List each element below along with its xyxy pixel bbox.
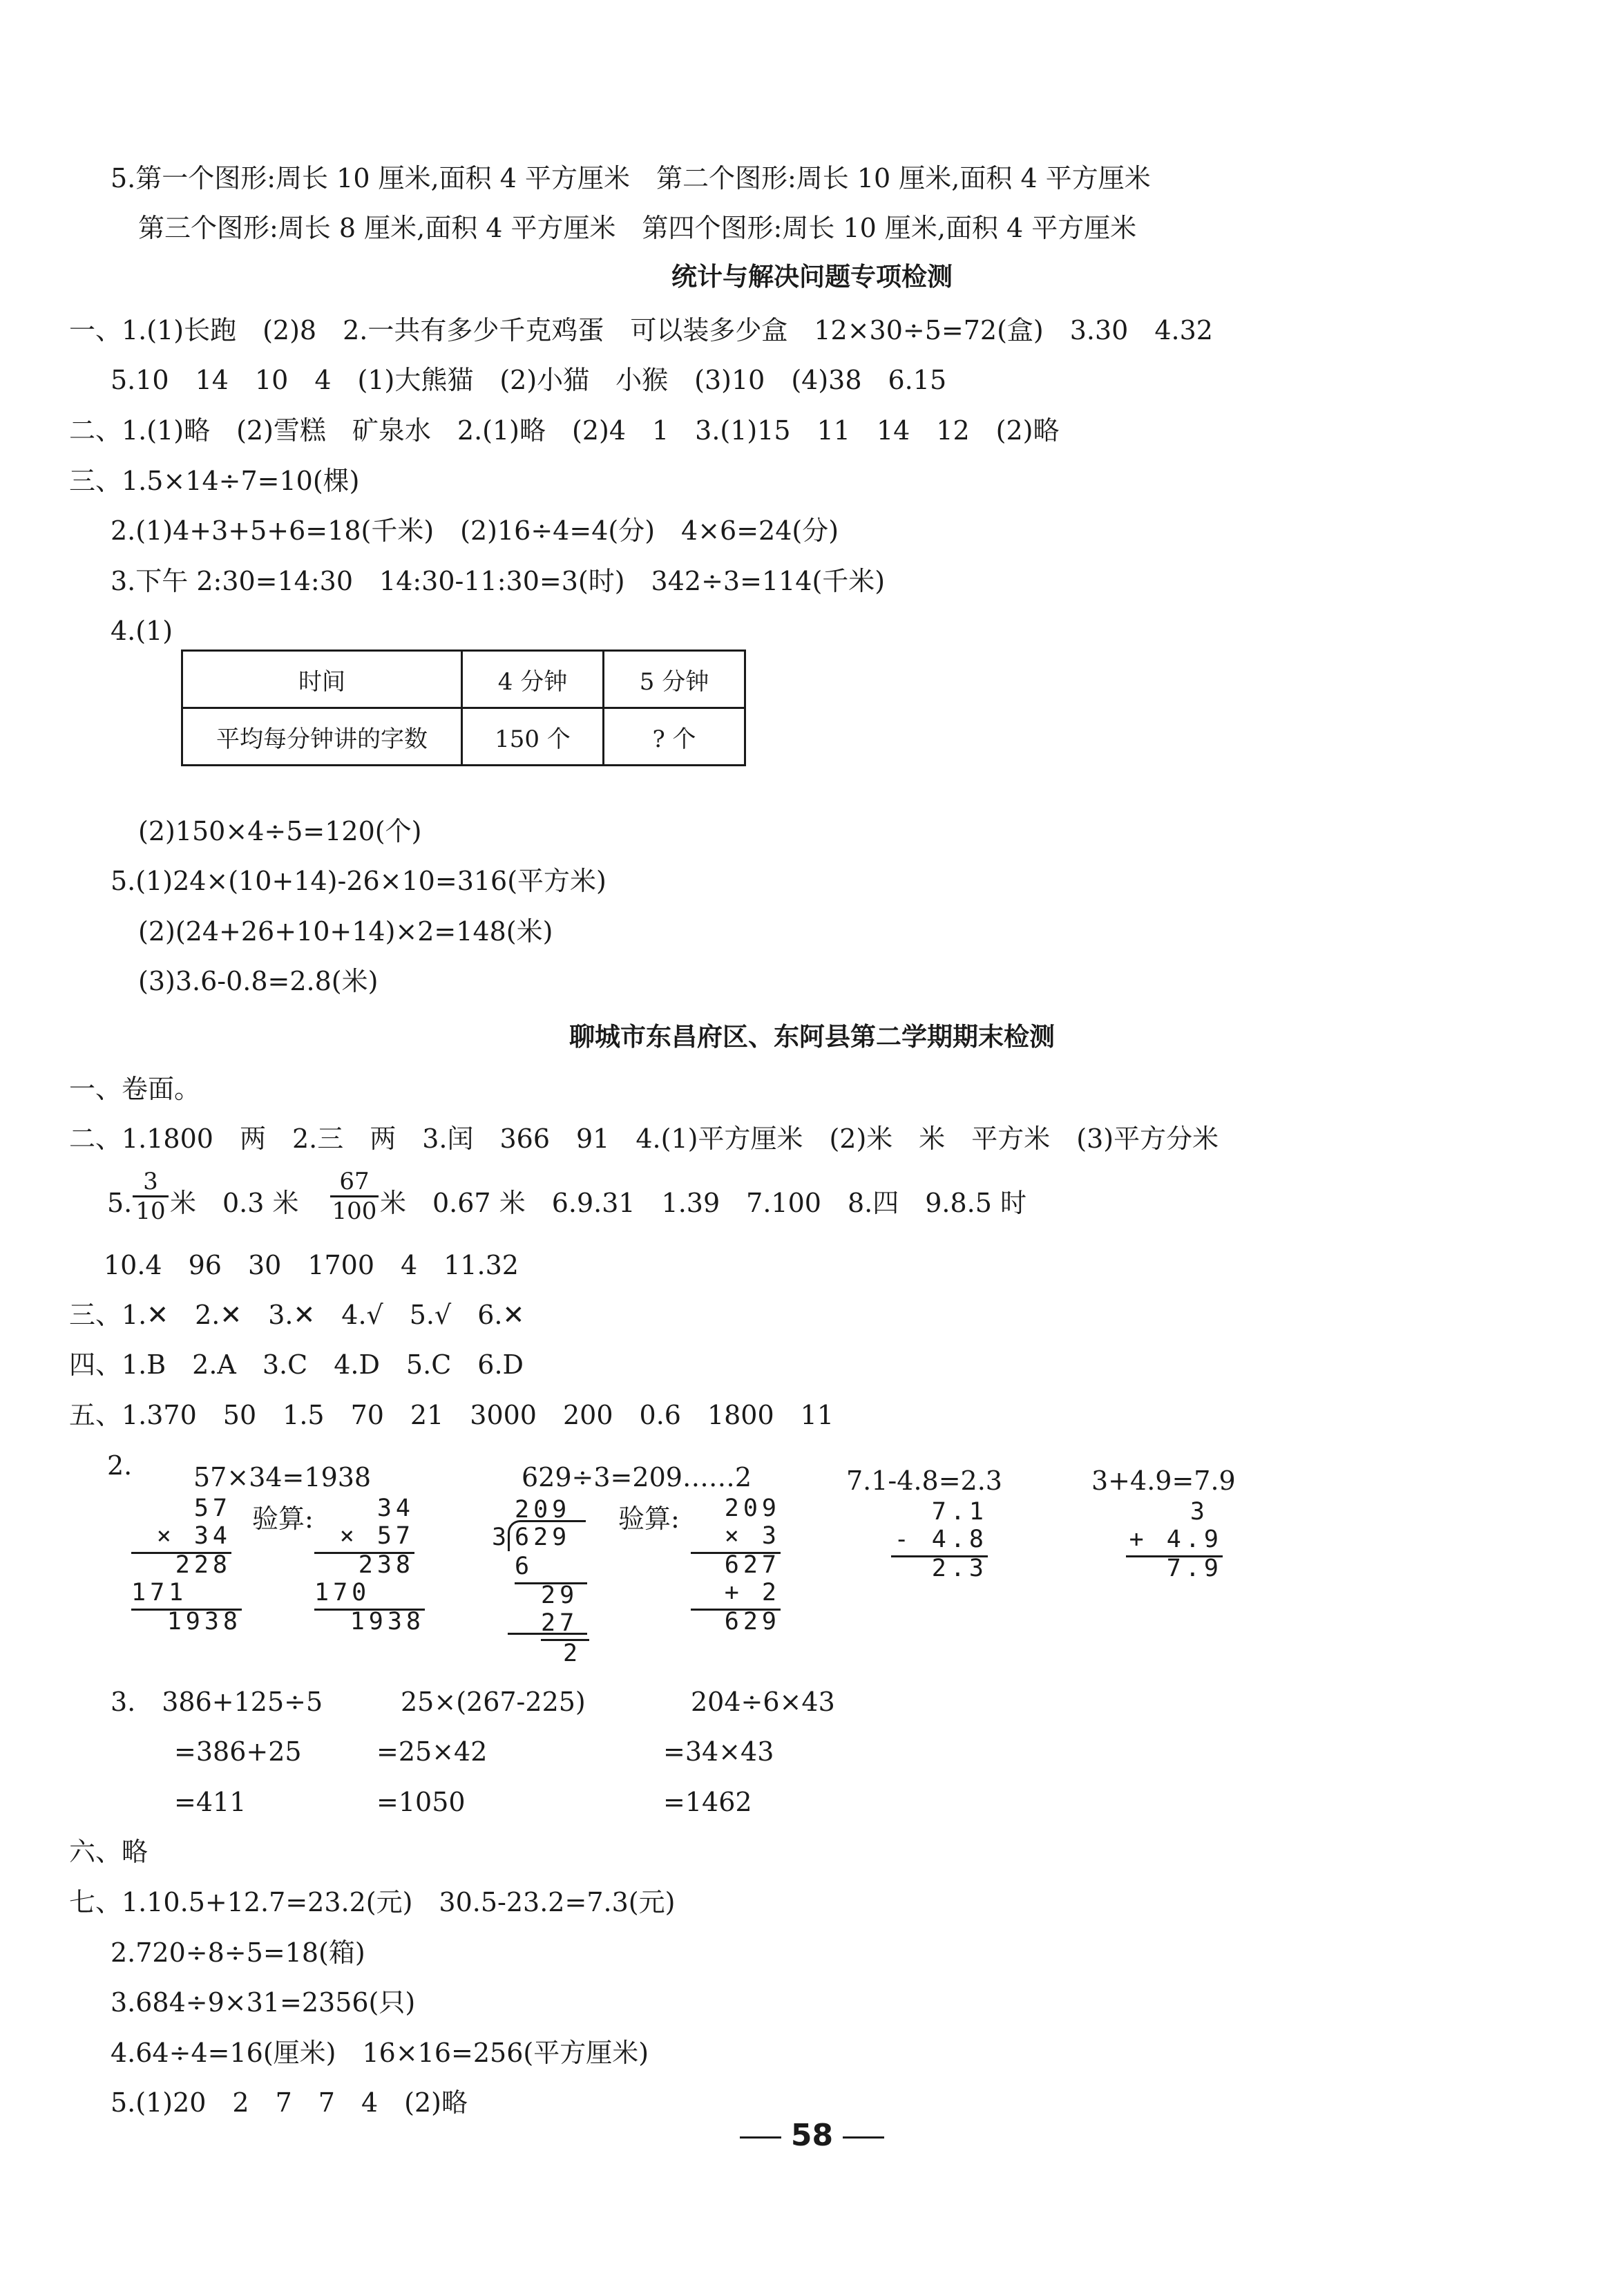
calc-operand: - 4.8	[891, 1524, 988, 1557]
division-step: 29	[541, 1582, 579, 1609]
calc-result: 1938	[166, 1608, 242, 1635]
answer-line: 5.(1)20 2 7 7 4 (2)略	[111, 2087, 468, 2118]
fraction-denominator: 100	[330, 1195, 379, 1225]
answer-line: 二、1.(1)略 (2)雪糕 矿泉水 2.(1)略 (2)4 1 3.(1)15 11 14 12 (2)略	[69, 415, 1060, 446]
section-title-final-exam: 聊城市东昌府区、东阿县第二学期期末检测	[569, 1022, 1055, 1052]
data-table	[181, 650, 746, 766]
table-header-4min: 4 分钟	[462, 651, 604, 708]
division-divisor: 3	[492, 1524, 511, 1551]
calc-partial: 171	[131, 1577, 242, 1611]
calc-operand: 3	[1190, 1498, 1209, 1526]
calc-title: 57×34=1938	[193, 1462, 372, 1492]
check-label: 验算:	[252, 1504, 314, 1534]
fraction-numerator: 67	[339, 1168, 370, 1195]
division-rule	[508, 1633, 587, 1635]
fraction-3-10	[133, 1168, 169, 1225]
calc-operand: × 3	[691, 1520, 781, 1554]
calc-title: 3+4.9=7.9	[1091, 1466, 1236, 1496]
calc-result: 629	[724, 1608, 781, 1635]
answer-line: 10.4 96 30 1700 4 11.32	[104, 1250, 519, 1280]
answer-line: 第三个图形:周长 8 厘米,面积 4 平方厘米 第四个图形:周长 10 厘米,面积 4 平方厘米	[138, 213, 1137, 243]
answer-line: 七、1.10.5+12.7=23.2(元) 30.5-23.2=7.3(元)	[69, 1887, 676, 1917]
calc-result: 2.3	[931, 1555, 988, 1582]
calc-operand: + 4.9	[1126, 1524, 1223, 1557]
answer-line: (2)150×4÷5=120(个)	[138, 816, 422, 846]
calc-partial: 228	[175, 1551, 231, 1579]
answer-line: =1050	[376, 1787, 466, 1817]
answer-line: 五、1.370 50 1.5 70 21 3000 200 0.6 1800 11	[69, 1400, 834, 1430]
calc-operand: 7.1	[931, 1498, 988, 1526]
answer-line: =1462	[663, 1787, 752, 1817]
calc-operand: × 34	[131, 1520, 231, 1554]
check-label: 验算:	[618, 1504, 680, 1534]
calc-operand: 34	[376, 1495, 414, 1522]
calc-operand: 57	[193, 1495, 231, 1522]
calc-operand: 209	[724, 1495, 781, 1522]
answer-line: 3.684÷9×31=2356(只)	[111, 1987, 416, 2018]
answer-line: =25×42	[376, 1736, 488, 1767]
page-number	[0, 2118, 1624, 2153]
calc-partial: 627	[724, 1551, 781, 1579]
division-step: 6	[515, 1551, 587, 1584]
answer-line: 4.(1)	[111, 616, 173, 646]
answer-line: 3. 386+125÷5	[111, 1687, 323, 1717]
item-number: 2.	[107, 1450, 133, 1481]
division-quotient: 209	[515, 1496, 571, 1524]
division-step: 27	[541, 1607, 589, 1641]
answer-line: 二、1.1800 两 2.三 两 3.闰 366 91 4.(1)平方厘米 (2)米 米 平方米 (3)平方分米	[69, 1123, 1219, 1154]
calc-partial: 238	[358, 1551, 414, 1579]
answer-line: =34×43	[663, 1736, 774, 1767]
answer-line: =386+25	[174, 1736, 302, 1767]
table-cell-unknown: ? 个	[604, 708, 745, 766]
fraction-67-100	[330, 1168, 379, 1225]
table-row-label: 平均每分钟讲的字数	[182, 708, 462, 766]
answer-line: 4.64÷4=16(厘米) 16×16=256(平方厘米)	[111, 2038, 649, 2068]
answer-line-prefix: 5.	[107, 1188, 133, 1218]
answer-line: 四、1.B 2.A 3.C 4.D 5.C 6.D	[69, 1349, 524, 1380]
answer-line: 一、1.(1)长跑 (2)8 2.一共有多少千克鸡蛋 可以装多少盒 12×30÷5=72(盒) 3.30 4.32	[69, 315, 1213, 345]
answer-line: =411	[174, 1787, 247, 1817]
answer-line: 5.10 14 10 4 (1)大熊猫 (2)小猫 小猴 (3)10 (4)38 6.15	[111, 365, 947, 395]
table-cell-value: 150 个	[462, 708, 604, 766]
calc-title: 629÷3=209……2	[522, 1462, 752, 1492]
answer-line: 米 0.67 米 6.9.31 1.39 7.100 8.四 9.8.5 时	[380, 1188, 1026, 1218]
answer-line: 三、1.✕ 2.✕ 3.✕ 4.√ 5.√ 6.✕	[69, 1300, 525, 1330]
answer-line: 一、卷面。	[69, 1074, 201, 1104]
answer-line: 2.(1)4+3+5+6=18(千米) (2)16÷4=4(分) 4×6=24(分)	[111, 515, 839, 546]
division-remainder: 2	[563, 1640, 582, 1667]
answer-line: (2)(24+26+10+14)×2=148(米)	[138, 916, 553, 947]
calc-operand: + 2	[691, 1577, 781, 1611]
answer-line: 六、略	[69, 1837, 149, 1867]
answer-line: (3)3.6-0.8=2.8(米)	[138, 966, 379, 996]
answer-line: 2.720÷8÷5=18(箱)	[111, 1937, 365, 1968]
calc-result: 1938	[350, 1608, 425, 1635]
page-number-value: 58	[790, 2118, 834, 2153]
answer-line: 5.第一个图形:周长 10 厘米,面积 4 平方厘米 第二个图形:周长 10 厘米,面积 4 平方厘米	[111, 163, 1151, 193]
answer-line: 25×(267-225)	[401, 1687, 586, 1717]
fraction-numerator: 3	[143, 1168, 158, 1195]
table-header-5min: 5 分钟	[604, 651, 745, 708]
answer-line: 3.下午 2:30=14:30 14:30-11:30=3(时) 342÷3=114(千米)	[111, 566, 886, 596]
fraction-denominator: 10	[133, 1195, 169, 1225]
answer-line: 米 0.3 米	[170, 1188, 299, 1218]
table-header-time: 时间	[182, 651, 462, 708]
answer-line: 204÷6×43	[691, 1687, 835, 1717]
section-title-statistics: 统计与解决问题专项检测	[671, 262, 953, 292]
division-dividend: 629	[515, 1524, 571, 1551]
answer-line: 三、1.5×14÷7=10(棵)	[69, 466, 360, 496]
calc-operand: × 57	[314, 1520, 414, 1554]
calc-partial: 170	[314, 1577, 425, 1611]
calc-title: 7.1-4.8=2.3	[846, 1466, 1002, 1496]
calc-result: 7.9	[1166, 1555, 1223, 1582]
answer-line: 5.(1)24×(10+14)-26×10=316(平方米)	[111, 866, 606, 896]
page-dash-right	[843, 2136, 884, 2139]
page-dash-left	[740, 2136, 781, 2139]
